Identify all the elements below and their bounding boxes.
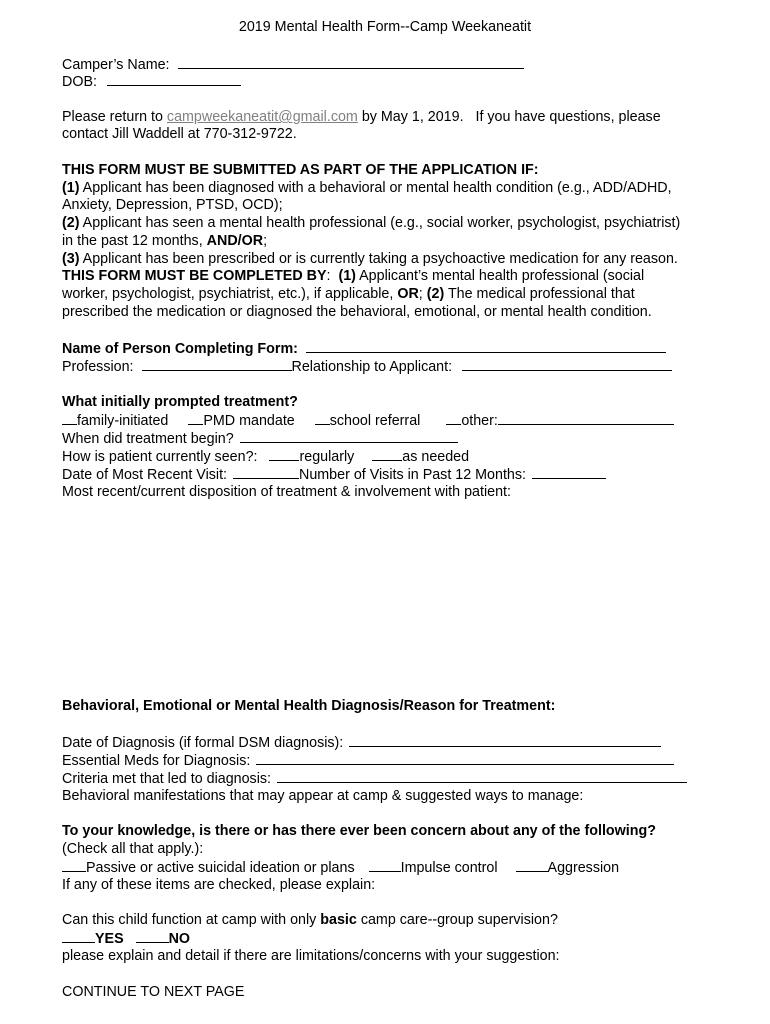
colon: : xyxy=(326,268,331,284)
no-label: NO xyxy=(168,931,191,947)
completer-name-label: Name of Person Completing Form: xyxy=(62,341,298,357)
condition-2-line1 xyxy=(62,215,680,232)
condition-1-text: Applicant has been diagnosed with a behavioral or mental health condition (e.g., ADD/ADHD, xyxy=(82,180,672,196)
essential-meds-label: Essential Meds for Diagnosis: xyxy=(62,753,251,769)
how-seen-row xyxy=(62,448,469,466)
return-info-line1 xyxy=(62,109,661,126)
campers-name-field[interactable] xyxy=(178,56,524,69)
how-seen-label: How is patient currently seen?: xyxy=(62,449,258,465)
aggression-blank[interactable] xyxy=(516,859,548,872)
condition-3-line1 xyxy=(62,251,678,268)
as-needed-blank[interactable] xyxy=(372,448,402,461)
no-blank[interactable] xyxy=(136,930,169,943)
continue-next-page: CONTINUE TO NEXT PAGE xyxy=(62,984,245,1000)
return-info-line2: contact Jill Waddell at 770-312-9722. xyxy=(62,126,297,142)
dob-field[interactable] xyxy=(107,73,241,86)
and-or-emphasis: AND/OR xyxy=(206,233,264,249)
yes-blank[interactable] xyxy=(62,930,95,943)
concerns-options-row xyxy=(62,859,619,877)
condition-1-line1 xyxy=(62,180,672,197)
manifestations-label: Behavioral manifestations that may appear at camp & suggested ways to manage: xyxy=(62,788,584,804)
requirements-heading: THIS FORM MUST BE SUBMITTED AS PART OF THE APPLICATION IF: xyxy=(62,162,539,178)
suicidal-blank[interactable] xyxy=(62,859,86,872)
profession-row xyxy=(62,358,672,376)
completer-name-field[interactable] xyxy=(306,340,666,353)
treatment-heading: What initially prompted treatment? xyxy=(62,394,298,410)
condition-3-number: (3) xyxy=(62,251,80,267)
return-text-pre: Please return to xyxy=(62,109,163,125)
suicidal-label: Passive or active suicidal ideation or plans xyxy=(86,860,355,876)
profession-field[interactable] xyxy=(142,358,292,371)
diagnosis-heading: Behavioral, Emotional or Mental Health Diagnosis/Reason for Treatment: xyxy=(62,698,556,714)
treatment-begin-field[interactable] xyxy=(240,430,458,443)
condition-3-text: Applicant has been prescribed or is currently taking a psychoactive medication for any reason. xyxy=(82,251,678,267)
diagnosis-date-label: Date of Diagnosis (if formal DSM diagnosis): xyxy=(62,735,344,751)
disposition-label: Most recent/current disposition of treatment & involvement with patient: xyxy=(62,484,511,500)
completed-by-line2: worker, psychologist, psychiatrist, etc.), if applicable, OR; (2) The medical professional that xyxy=(62,286,635,302)
condition-2-number: (2) xyxy=(62,215,80,231)
condition-2-text-cont: in the past 12 months, xyxy=(62,233,203,249)
email-link[interactable]: campweekaneatit@gmail.com xyxy=(166,109,358,125)
family-initiated-label: family-initiated xyxy=(77,413,169,429)
dob-row xyxy=(62,73,241,91)
criteria-row xyxy=(62,770,687,788)
essential-meds-row xyxy=(62,752,674,770)
relationship-field[interactable] xyxy=(462,358,672,371)
dob-label: DOB: xyxy=(62,74,97,90)
or-emphasis: OR xyxy=(397,286,419,302)
profession-label: Profession: xyxy=(62,359,134,375)
diagnosis-date-field[interactable] xyxy=(349,734,661,747)
camp-care-question xyxy=(62,912,558,929)
condition-2-text: Applicant has seen a mental health professional (e.g., social worker, psychologist, psychiatrist) xyxy=(82,215,681,231)
regularly-blank[interactable] xyxy=(269,448,299,461)
completed-by-text: worker, psychologist, psychiatrist, etc.), if applicable, xyxy=(62,286,394,302)
family-initiated-blank[interactable] xyxy=(62,412,77,425)
basic-emphasis: basic xyxy=(320,912,357,928)
completed-by-line1 xyxy=(62,268,644,285)
treatment-begin-label: When did treatment begin? xyxy=(62,431,234,447)
impulse-control-blank[interactable] xyxy=(369,859,401,872)
form-title: 2019 Mental Health Form--Camp Weekaneatit xyxy=(238,19,532,35)
criteria-label: Criteria met that led to diagnosis: xyxy=(62,771,271,787)
completed-by-1-text: Applicant’s mental health professional (social xyxy=(359,268,645,284)
treatment-options-row xyxy=(62,412,674,430)
num-visits-label: Number of Visits in Past 12 Months: xyxy=(299,467,526,483)
pmd-mandate-label: PMD mandate xyxy=(203,413,295,429)
other-label: other: xyxy=(461,413,498,429)
completed-by-heading: THIS FORM MUST BE COMPLETED BY xyxy=(62,268,327,284)
condition-2-line2 xyxy=(62,233,267,250)
num-visits-field[interactable] xyxy=(532,466,606,479)
completed-by-1-number: (1) xyxy=(338,268,356,284)
camp-care-text-pre: Can this child function at camp with only xyxy=(62,912,317,928)
campers-name-row xyxy=(62,56,524,74)
as-needed-label: as needed xyxy=(402,449,470,465)
camp-care-explain-label: please explain and detail if there are limitations/concerns with your suggestion: xyxy=(62,948,560,964)
recent-visit-label: Date of Most Recent Visit: xyxy=(62,467,228,483)
concerns-explain-label: If any of these items are checked, please explain: xyxy=(62,877,376,893)
completed-by-2-text: The medical professional that xyxy=(447,286,635,302)
criteria-field[interactable] xyxy=(277,770,687,783)
concerns-heading: To your knowledge, is there or has there ever been concern about any of the following? xyxy=(62,823,656,839)
yes-no-row xyxy=(62,930,190,948)
relationship-label: Relationship to Applicant: xyxy=(291,359,453,375)
recent-visit-row xyxy=(62,466,606,484)
condition-1-number: (1) xyxy=(62,180,80,196)
condition-1-line2: Anxiety, Depression, PTSD, OCD); xyxy=(62,197,283,213)
recent-visit-field[interactable] xyxy=(233,466,299,479)
completed-by-line3: prescribed the medication or diagnosed the behavioral, emotional, or mental health condition. xyxy=(62,304,652,320)
semicolon: ; xyxy=(263,233,268,249)
diagnosis-date-row xyxy=(62,734,661,752)
impulse-control-label: Impulse control xyxy=(400,860,498,876)
campers-name-label: Camper’s Name: xyxy=(62,57,170,73)
completer-name-row xyxy=(62,340,666,358)
camp-care-text-post: camp care--group supervision? xyxy=(360,912,558,928)
check-all-label: (Check all that apply.): xyxy=(62,841,204,857)
school-referral-blank[interactable] xyxy=(315,412,330,425)
aggression-label: Aggression xyxy=(547,860,620,876)
essential-meds-field[interactable] xyxy=(256,752,674,765)
regularly-label: regularly xyxy=(299,449,355,465)
return-text-post: by May 1, 2019. If you have questions, please xyxy=(361,109,661,125)
pmd-mandate-blank[interactable] xyxy=(188,412,203,425)
school-referral-label: school referral xyxy=(329,413,421,429)
yes-label: YES xyxy=(95,931,124,947)
other-blank[interactable] xyxy=(446,412,461,425)
completed-by-2-number: (2) xyxy=(426,286,445,302)
other-field[interactable] xyxy=(498,412,674,425)
treatment-begin-row xyxy=(62,430,458,448)
